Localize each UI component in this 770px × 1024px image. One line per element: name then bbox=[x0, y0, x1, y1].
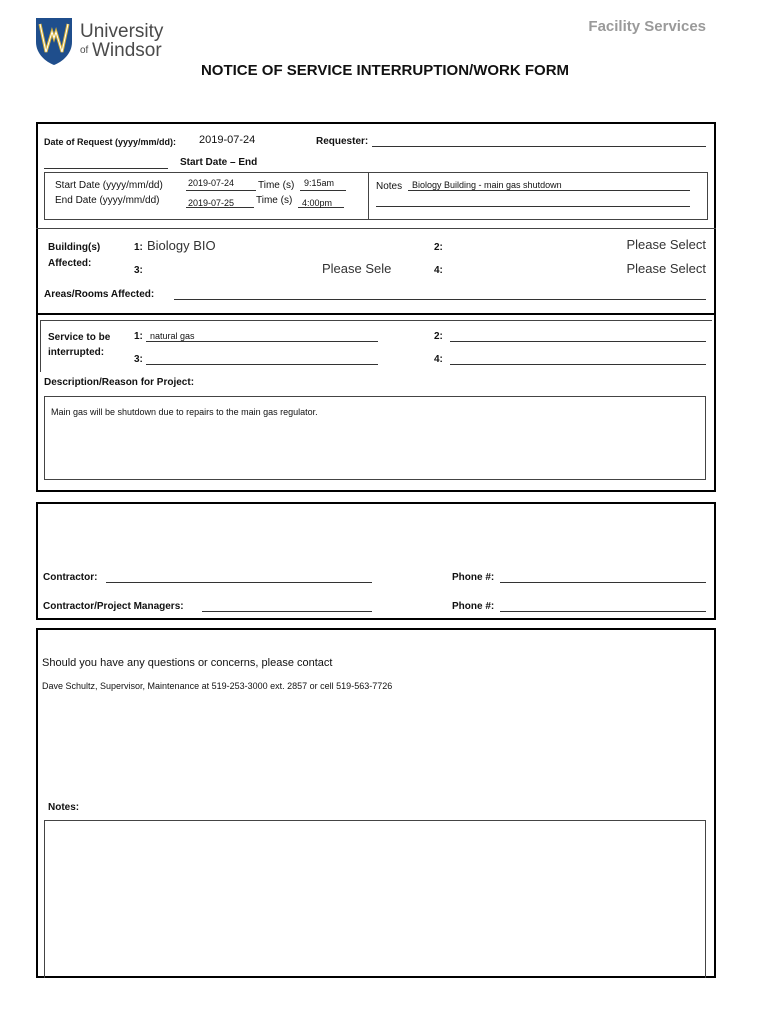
phone2-field[interactable] bbox=[500, 611, 706, 612]
areas-field[interactable] bbox=[174, 299, 706, 300]
service-2-num: 2: bbox=[434, 331, 443, 342]
service-label: Service to be bbox=[48, 332, 111, 343]
logo-windsor: Windsor bbox=[92, 40, 162, 61]
start-time-label: Time (s) bbox=[258, 180, 295, 191]
start-end-label: Start Date – End bbox=[180, 157, 258, 168]
affected-label: Affected: bbox=[48, 258, 92, 269]
building-4-num: 4: bbox=[434, 265, 443, 276]
requester-label: Requester: bbox=[316, 136, 369, 147]
building-1-num: 1: bbox=[134, 242, 143, 253]
building-3-num: 3: bbox=[134, 265, 143, 276]
date-of-request-label: Date of Request (yyyy/mm/dd): bbox=[44, 137, 177, 147]
service-1-line bbox=[146, 341, 378, 342]
page-title: NOTICE OF SERVICE INTERRUPTION/WORK FORM bbox=[200, 62, 570, 79]
service-3-field[interactable] bbox=[146, 364, 378, 365]
start-date-field[interactable]: 2019-07-24 bbox=[188, 178, 235, 188]
contractor-field[interactable] bbox=[106, 582, 372, 583]
service-1-field[interactable]: natural gas bbox=[150, 331, 195, 341]
start-end-underline bbox=[44, 168, 168, 169]
buildings-label: Building(s) bbox=[48, 242, 101, 253]
building-3-select[interactable]: Please Sele bbox=[322, 261, 392, 276]
end-date-label: End Date (yyyy/mm/dd) bbox=[55, 195, 160, 206]
service-4-field[interactable] bbox=[450, 364, 706, 365]
description-text: Main gas will be shutdown due to repairs to the main gas regulator. bbox=[51, 407, 318, 417]
start-date-label: Start Date (yyyy/mm/dd) bbox=[55, 180, 163, 191]
end-date-field[interactable]: 2019-07-25 bbox=[188, 198, 235, 208]
manager-field[interactable] bbox=[202, 611, 372, 612]
building-4-select[interactable]: Please Select bbox=[626, 261, 706, 276]
notes-line-1 bbox=[408, 190, 690, 191]
phone2-label: Phone #: bbox=[452, 601, 495, 612]
service-1-num: 1: bbox=[134, 331, 143, 342]
end-time-label: Time (s) bbox=[256, 195, 293, 206]
phone-field[interactable] bbox=[500, 582, 706, 583]
notes-line-2 bbox=[376, 206, 690, 207]
notes-field[interactable]: Biology Building - main gas shutdown bbox=[412, 180, 562, 190]
start-time-line bbox=[300, 190, 346, 191]
service-4-num: 4: bbox=[434, 354, 443, 365]
building-2-select[interactable]: Please Select bbox=[626, 237, 706, 252]
contact-notes-box[interactable] bbox=[44, 820, 706, 978]
interrupted-label: interrupted: bbox=[48, 347, 105, 358]
end-time-field[interactable]: 4:00pm bbox=[302, 198, 333, 208]
start-time-field[interactable]: 9:15am bbox=[304, 178, 335, 188]
description-label: Description/Reason for Project: bbox=[44, 377, 195, 388]
contact-intro: Should you have any questions or concerns, please contact bbox=[42, 657, 333, 669]
logo-of: of bbox=[80, 45, 89, 56]
building-2-num: 2: bbox=[434, 242, 443, 253]
shield-icon bbox=[34, 16, 74, 66]
university-logo bbox=[34, 16, 174, 68]
contact-person: Dave Schultz, Supervisor, Maintenance at 519-253-3000 ext. 2857 or cell 519-563-7726 bbox=[42, 681, 393, 691]
department-name: Facility Services bbox=[588, 18, 706, 35]
manager-label: Contractor/Project Managers: bbox=[43, 601, 184, 612]
logo-university: University bbox=[80, 21, 164, 42]
phone-label: Phone #: bbox=[452, 572, 495, 583]
building-1-select[interactable]: Biology BIO bbox=[147, 238, 216, 253]
areas-label: Areas/Rooms Affected: bbox=[44, 289, 155, 300]
contact-notes-label: Notes: bbox=[48, 802, 80, 813]
notes-label: Notes bbox=[376, 181, 403, 192]
requester-field[interactable] bbox=[372, 146, 706, 147]
start-date-line bbox=[186, 190, 256, 191]
description-box[interactable] bbox=[44, 396, 706, 480]
service-3-num: 3: bbox=[134, 354, 143, 365]
date-of-request-field[interactable]: 2019-07-24 bbox=[199, 134, 256, 146]
dates-divider bbox=[368, 172, 369, 220]
contractor-label: Contractor: bbox=[43, 572, 98, 583]
service-2-field[interactable] bbox=[450, 341, 706, 342]
